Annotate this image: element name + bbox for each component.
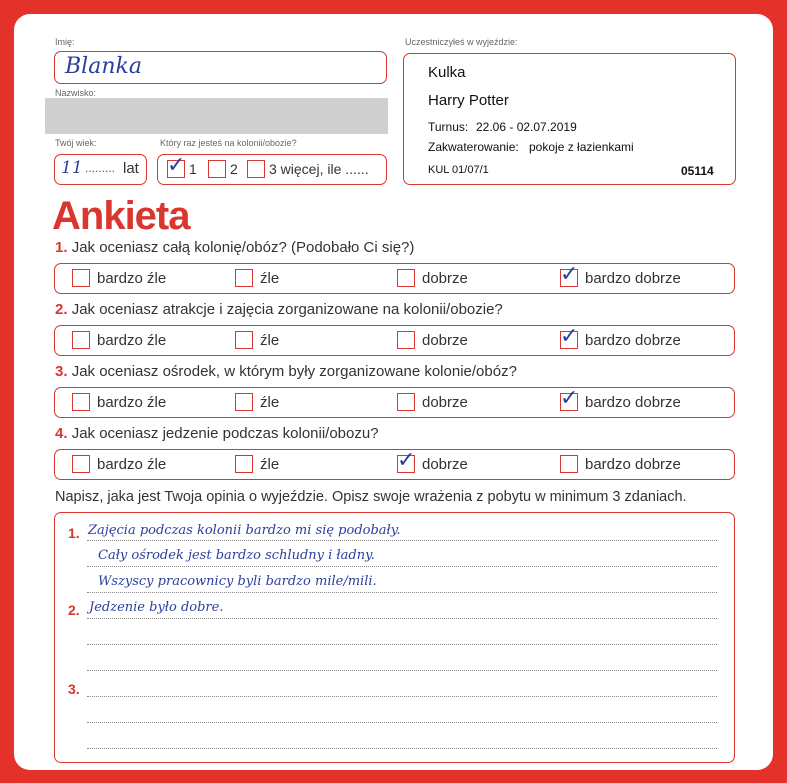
q1-option-zle-checkbox[interactable] [235,269,253,287]
writing-line [87,566,717,567]
q4-option-bardzo-zle-label: bardzo źle [97,456,167,473]
check-mark-icon: ✓ [397,448,416,473]
first-name-value: Blanka [65,54,142,79]
writing-line [87,722,717,723]
first-name-label: Imię: [55,37,75,47]
trip-line-1: Kulka [428,64,466,81]
first-name-field[interactable] [54,51,387,84]
answer-line-2: Cały ośrodek jest bardzo schludny i ładny. [98,548,375,563]
q4-option-dobrze-label: dobrze [422,456,468,473]
q3-option-bardzo-dobrze-checkbox[interactable] [560,386,579,411]
q4-option-zle-label: źle [260,456,280,473]
visit-field [157,154,387,185]
visit-option-3: 3 więcej, ile ...... [269,161,369,177]
writing-line [87,670,717,671]
trip-code: KUL 01/07/1 [428,164,489,176]
opinion-box[interactable] [54,512,735,763]
q2-option-dobrze-label: dobrze [422,332,468,349]
visit-checkbox-3[interactable] [247,160,265,178]
last-name-label: Nazwisko: [55,88,97,98]
q3-option-bardzo-dobrze-label: bardzo dobrze [585,394,681,411]
q3-option-zle-checkbox[interactable] [235,393,253,411]
question-1-options [54,263,735,294]
age-unit: lat [123,160,139,177]
q3-option-bardzo-zle-label: bardzo źle [97,394,167,411]
question-4-options [54,449,735,480]
survey-card [14,14,773,770]
q4-option-dobrze-checkbox[interactable] [397,448,416,473]
trip-number: 05114 [681,164,714,178]
q2-option-zle-label: źle [260,332,280,349]
question-3-options [54,387,735,418]
trip-info-box [403,53,736,185]
question-2-options [54,325,735,356]
q2-option-bardzo-dobrze-label: bardzo dobrze [585,332,681,349]
accommodation-label: Zakwaterowanie: [428,140,519,154]
writing-line [87,540,717,541]
visit-checkbox-2[interactable] [208,160,226,178]
question-2-text: Jak oceniasz atrakcje i zajęcia zorganizowane na kolonii/obozie? [71,301,503,318]
accommodation-value: pokoje z łazienkami [529,140,634,154]
q2-option-bardzo-zle-label: bardzo źle [97,332,167,349]
q4-option-bardzo-zle-checkbox[interactable] [72,455,90,473]
check-mark-icon: ✓ [560,262,579,287]
question-1-text: Jak oceniasz całą kolonię/obóz? (Podobało Ci się?) [71,239,415,256]
writing-line [87,748,717,749]
q1-option-bardzo-dobrze-checkbox[interactable] [560,262,579,287]
answer-line-4: Jedzenie było dobre. [89,600,224,615]
check-mark-icon: ✓ [560,324,579,349]
visit-option-2: 2 [230,161,238,177]
q4-option-bardzo-dobrze-checkbox[interactable] [560,455,578,473]
answer-number-3: 3. [68,681,80,697]
question-2-number: 2. [55,301,68,318]
check-mark-icon: ✓ [560,386,579,411]
redacted-last-name [45,98,388,134]
q1-option-bardzo-dobrze-label: bardzo dobrze [585,270,681,287]
writing-line [87,592,717,593]
age-value: 11 [61,158,83,178]
answer-line-1: Zajęcia podczas kolonii bardzo mi się podobały. [88,523,401,538]
turnus-value: 22.06 - 02.07.2019 [476,120,577,134]
question-2 [55,301,503,318]
turnus-label: Turnus: [428,120,469,134]
question-1-number: 1. [55,239,68,256]
check-mark-icon: ✓ [167,153,186,178]
trip-label: Uczestniczyłeś w wyjeździe: [405,37,518,47]
writing-line [87,644,717,645]
q1-option-dobrze-label: dobrze [422,270,468,287]
q4-option-bardzo-dobrze-label: bardzo dobrze [585,456,681,473]
age-dots: ......... [85,161,116,175]
q3-option-dobrze-checkbox[interactable] [397,393,415,411]
q2-option-zle-checkbox[interactable] [235,331,253,349]
visit-label: Który raz jesteś na kolonii/obozie? [160,138,297,148]
question-4-number: 4. [55,425,68,442]
question-4-text: Jak oceniasz jedzenie podczas kolonii/obozu? [71,425,379,442]
visit-option-1: 1 [189,161,197,177]
question-3-text: Jak oceniasz ośrodek, w którym były zorganizowane kolonie/obóz? [71,363,517,380]
opinion-prompt: Napisz, jaka jest Twoja opinia o wyjeździe. Opisz swoje wrażenia z pobytu w minimum 3 zdaniach. [55,489,687,505]
q1-option-bardzo-zle-label: bardzo źle [97,270,167,287]
question-3-number: 3. [55,363,68,380]
q3-option-dobrze-label: dobrze [422,394,468,411]
q1-option-bardzo-zle-checkbox[interactable] [72,269,90,287]
q1-option-dobrze-checkbox[interactable] [397,269,415,287]
visit-checkbox-1[interactable] [167,153,186,178]
q3-option-zle-label: źle [260,394,280,411]
question-4 [55,425,379,442]
q2-option-bardzo-zle-checkbox[interactable] [72,331,90,349]
q1-option-zle-label: źle [260,270,280,287]
q3-option-bardzo-zle-checkbox[interactable] [72,393,90,411]
answer-line-3: Wszyscy pracownicy byli bardzo mile/mili. [98,574,377,589]
q4-option-zle-checkbox[interactable] [235,455,253,473]
age-label: Twój wiek: [55,138,97,148]
writing-line [87,618,717,619]
q2-option-dobrze-checkbox[interactable] [397,331,415,349]
writing-line [87,696,717,697]
trip-line-2: Harry Potter [428,92,509,109]
q2-option-bardzo-dobrze-checkbox[interactable] [560,324,579,349]
survey-title: Ankieta [52,194,190,238]
answer-number-1: 1. [68,525,80,541]
question-3 [55,363,517,380]
question-1 [55,239,414,256]
age-field[interactable] [54,154,147,185]
answer-number-2: 2. [68,602,80,618]
